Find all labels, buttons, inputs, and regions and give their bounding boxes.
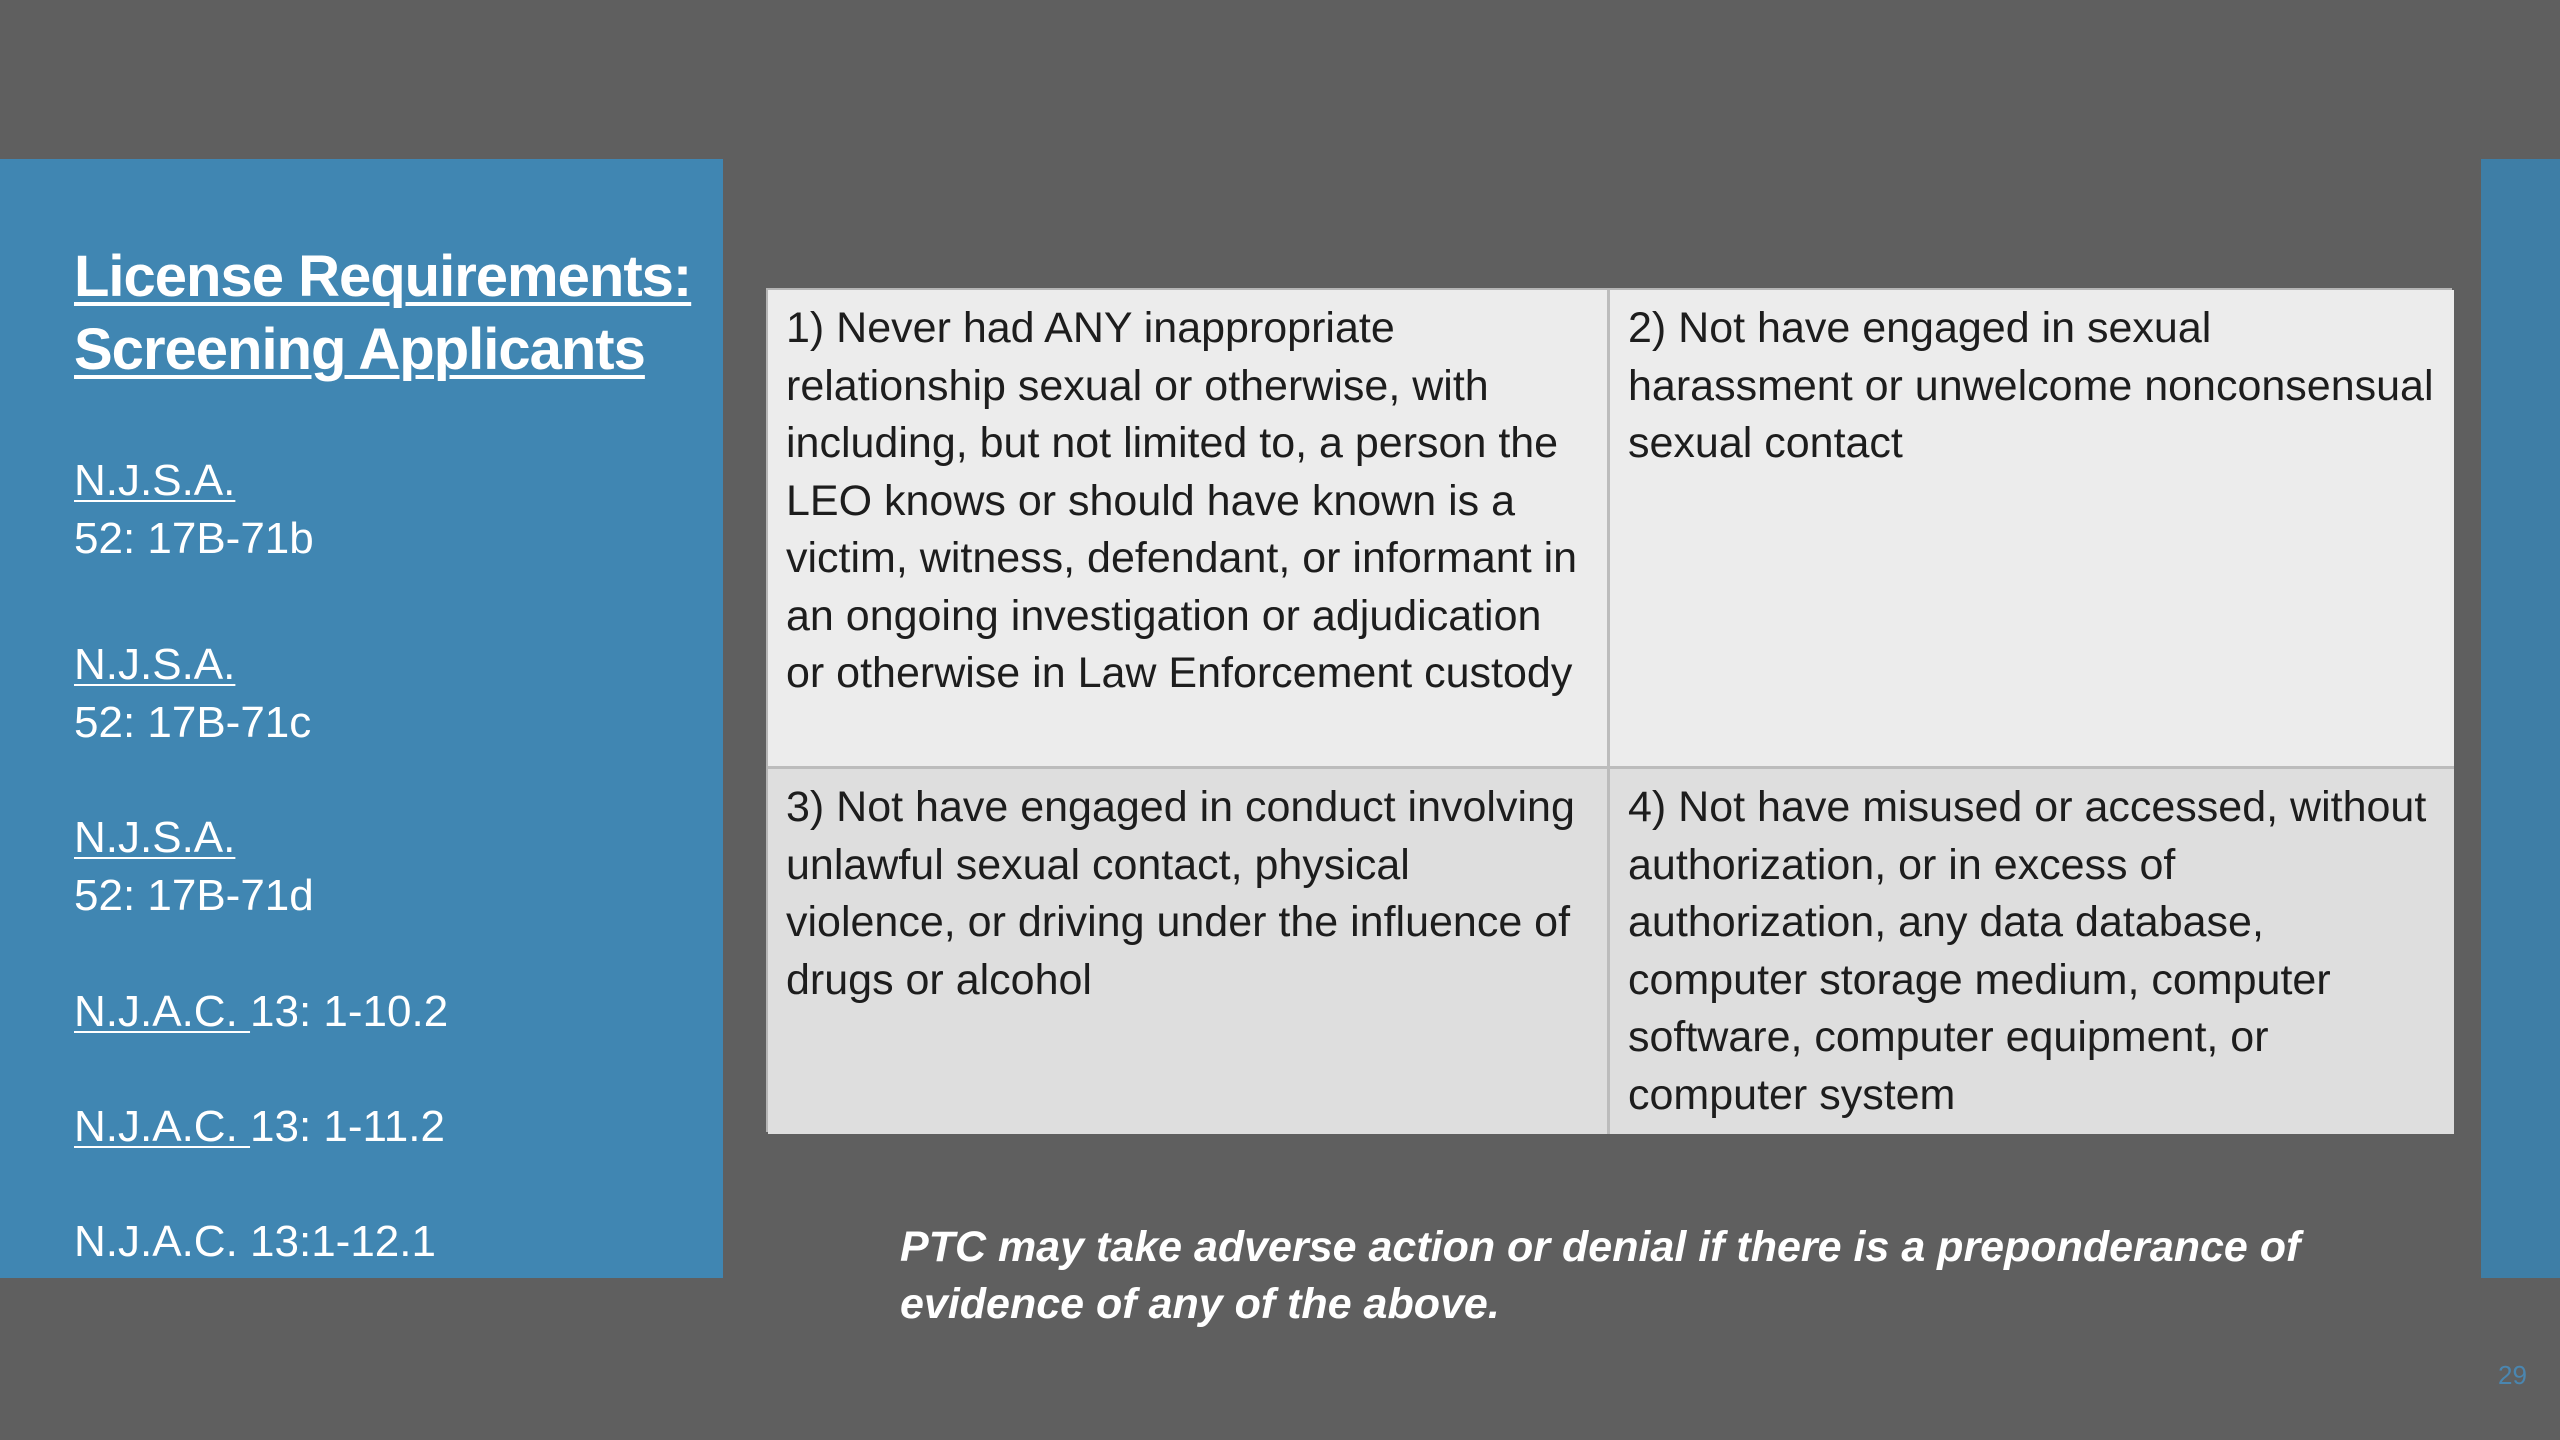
reference-section: 52: 17B-71c [74, 698, 312, 747]
reference-code: N.J.A.C. [74, 1217, 251, 1266]
reference-code: N.J.A.C. [74, 1102, 251, 1151]
reference-section: 13: 1-11.2 [250, 1102, 445, 1151]
reference-section: 13:1-12.1 [250, 1217, 436, 1266]
footnote: PTC may take adverse action or denial if there is a preponderance of evidence of any of the above. [900, 1223, 2301, 1328]
slide-title-line-1: License Requirements: [74, 244, 692, 309]
slide-title-line-2: Screening Applicants [74, 317, 645, 382]
reference-section: 52: 17B-71d [74, 871, 314, 920]
reference-2 [74, 636, 311, 752]
reference-code: N.J.S.A. [74, 813, 236, 862]
requirement-cell-4: 4) Not have misused or accessed, without authorization, or in excess of authorization, any data database, computer storage medium, computer software, computer equipment, or computer system [1610, 769, 2454, 1134]
reference-3 [74, 809, 314, 925]
reference-code: N.J.S.A. [74, 640, 236, 689]
slide-title [74, 240, 714, 386]
reference-code: N.J.A.C. [74, 987, 251, 1036]
requirements-table [766, 288, 2452, 1132]
requirement-cell-2: 2) Not have engaged in sexual harassment or unwelcome nonconsensual sexual contact [1610, 290, 2454, 769]
right-accent-strip [2481, 159, 2560, 1278]
reference-1 [74, 452, 314, 568]
reference-code: N.J.S.A. [74, 456, 236, 505]
reference-6 [74, 1213, 436, 1271]
requirement-cell-3: 3) Not have engaged in conduct involving unlawful sexual contact, physical violence, or driving under the influence of drugs or alcohol [768, 769, 1610, 1134]
reference-4 [74, 983, 448, 1041]
reference-5 [74, 1098, 445, 1156]
reference-section: 52: 17B-71b [74, 514, 314, 563]
requirement-cell-1: 1) Never had ANY inappropriate relationship sexual or otherwise, with including, but not limited to, a person the LEO knows or should have known is a victim, witness, defendant, or informant in an ongoing investigation or adjudication or otherwise in Law Enforcement custody [768, 290, 1610, 769]
page-number: 29 [2498, 1360, 2527, 1390]
reference-section: 13: 1-10.2 [250, 987, 449, 1036]
